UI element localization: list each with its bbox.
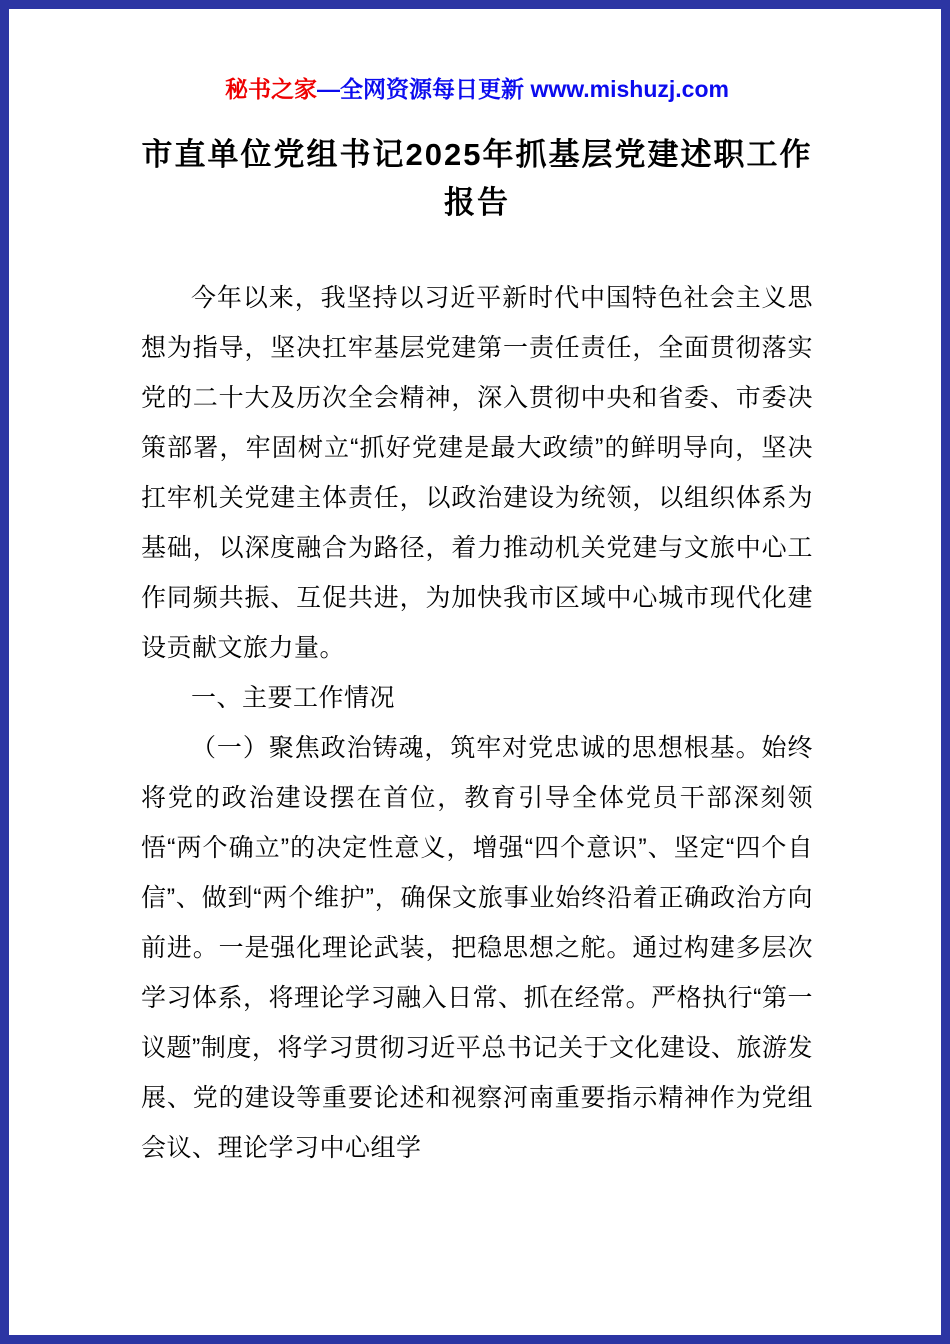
- brand-name: 秘书之家: [225, 76, 318, 102]
- intro-paragraph: 今年以来，我坚持以习近平新时代中国特色社会主义思想为指导，坚决扛牢基层党建第一责任责任，全面贯彻落实党的二十大及历次全会精神，深入贯彻中央和省委、市委决策部署，牢固树立“抓好党建是最大政绩”的鲜明导向，坚决扛牢机关党建主体责任，以政治建设为统领，以组织体系为基础，以深度融合为路径，着力推动机关党建与文旅中心工作同频共振、互促共进，为加快我市区域中心城市现代化建设贡献文旅力量。: [141, 283, 813, 662]
- header-tagline: —全网资源每日更新: [317, 76, 531, 102]
- document-title-line-2: 报告: [444, 184, 510, 220]
- header-url-link[interactable]: www.mishuzj.com: [530, 76, 729, 102]
- section-heading: 一、主要工作情况: [191, 683, 396, 712]
- document-title-line-1: 市直单位党组书记2025年抓基层党建述职工作: [141, 136, 813, 172]
- header-banner: [141, 75, 813, 105]
- document-title: [141, 131, 813, 227]
- document-body: [141, 273, 813, 1173]
- subsection-paragraph: （一）聚焦政治铸魂，筑牢对党忠诚的思想根基。始终将党的政治建设摆在首位，教育引导全体党员干部深刻领悟“两个确立”的决定性意义，增强“四个意识”、坚定“四个自信”、做到“两个维护”，确保文旅事业始终沿着正确政治方向前进。一是强化理论武装，把稳思想之舵。通过构建多层次学习体系，将理论学习融入日常、抓在经常。严格执行“第一议题”制度，将学习贯彻习近平总书记关于文化建设、旅游发展、党的建设等重要论述和视察河南重要指示精神作为党组会议、理论学习中心组学: [141, 733, 813, 1162]
